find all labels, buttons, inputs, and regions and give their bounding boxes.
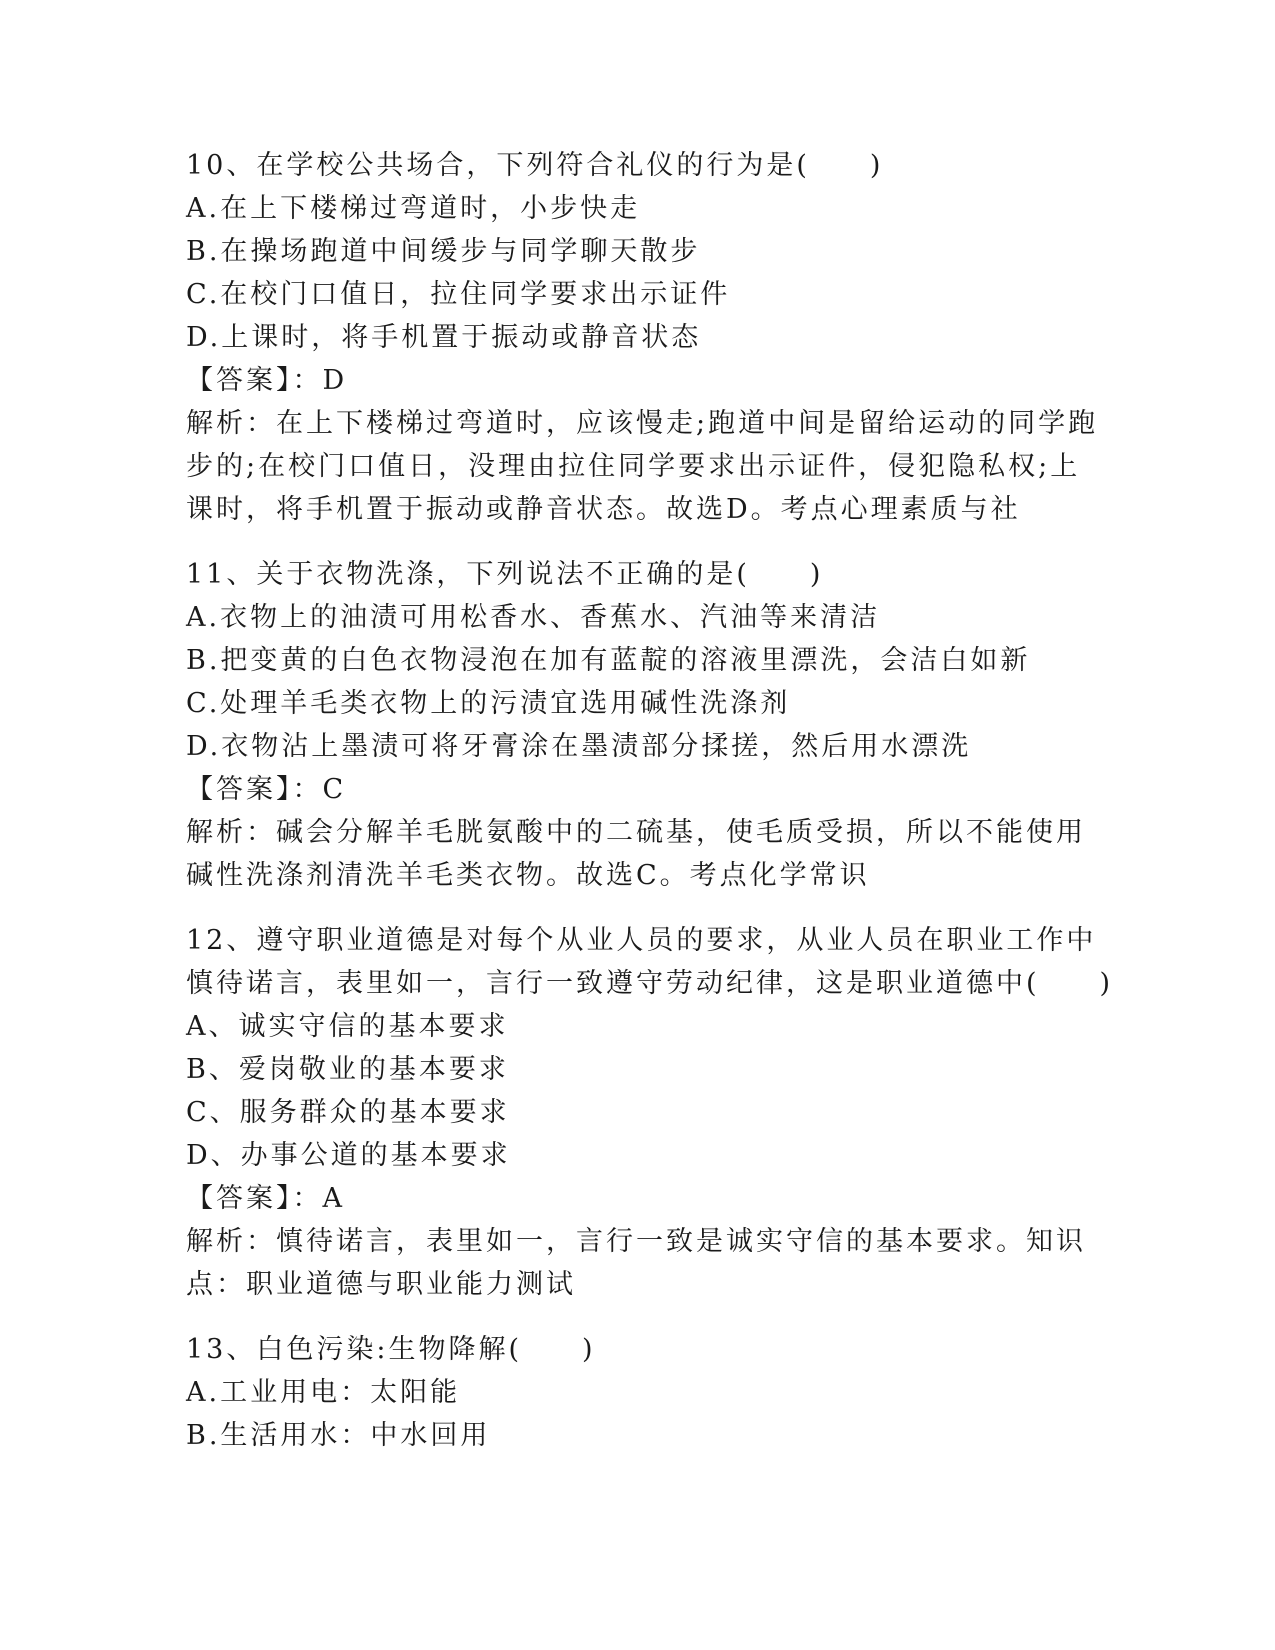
option-b: B、爱岗敬业的基本要求 [186,1054,509,1085]
explanation-line: 课时，将手机置于振动或静音状态。故选D。考点心理素质与社 [186,494,1021,525]
option-d: D、办事公道的基本要求 [186,1140,511,1171]
explanation-line: 解析：碱会分解羊毛胱氨酸中的二硫基，使毛质受损，所以不能使用 [186,817,1086,848]
option-c: C.处理羊毛类衣物上的污渍宜选用碱性洗涤剂 [186,688,791,719]
question-stem: 13、白色污染:生物降解( ) [186,1334,596,1365]
option-d: D.衣物沾上墨渍可将牙膏涂在墨渍部分揉搓，然后用水漂洗 [186,731,972,762]
option-a: A.衣物上的油渍可用松香水、香蕉水、汽油等来清洁 [186,602,881,633]
answer-line: 【答案】：D [186,365,348,396]
answer-line: 【答案】：A [186,1183,345,1214]
option-d: D.上课时，将手机置于振动或静音状态 [186,322,702,353]
question-block-13 [186,1328,1066,1457]
answer-line: 【答案】：C [186,774,347,805]
question-stem: 10、在学校公共场合，下列符合礼仪的行为是( ) [186,150,884,181]
option-c: C.在校门口值日，拉住同学要求出示证件 [186,279,731,310]
option-a: A、诚实守信的基本要求 [186,1011,509,1042]
question-block-12 [186,919,1114,1306]
option-b: B.在操场跑道中间缓步与同学聊天散步 [186,236,701,267]
question-stem: 11、关于衣物洗涤，下列说法不正确的是( ) [186,559,824,590]
question-block-11 [186,553,1086,897]
option-b: B.把变黄的白色衣物浸泡在加有蓝靛的溶液里漂洗，会洁白如新 [186,645,1031,676]
explanation-line: 解析：在上下楼梯过弯道时，应该慢走;跑道中间是留给运动的同学跑 [186,408,1099,439]
explanation-line: 解析：慎待诺言，表里如一，言行一致是诚实守信的基本要求。知识 [186,1226,1086,1257]
explanation-line: 碱性洗涤剂清洗羊毛类衣物。故选C。考点化学常识 [186,860,870,891]
option-b: B.生活用水：中水回用 [186,1420,491,1451]
option-c: C、服务群众的基本要求 [186,1097,510,1128]
question-stem: 慎待诺言，表里如一，言行一致遵守劳动纪律，这是职业道德中( ) [186,968,1114,999]
option-a: A.工业用电：太阳能 [186,1377,461,1408]
document-page [186,144,1114,1457]
option-a: A.在上下楼梯过弯道时，小步快走 [186,193,641,224]
explanation-line: 点：职业道德与职业能力测试 [186,1269,576,1300]
explanation-line: 步的;在校门口值日，没理由拉住同学要求出示证件，侵犯隐私权;上 [186,451,1081,482]
question-block-10 [186,144,1099,531]
question-stem: 12、遵守职业道德是对每个从业人员的要求，从业人员在职业工作中 [186,925,1097,956]
